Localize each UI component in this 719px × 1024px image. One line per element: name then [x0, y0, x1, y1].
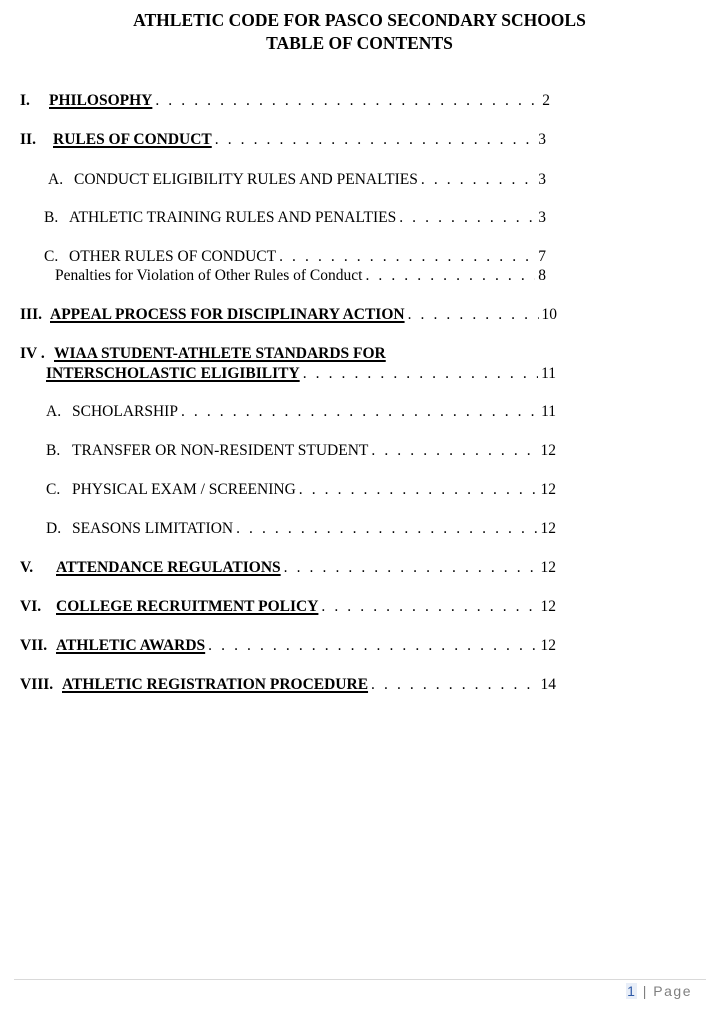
toc-entry-number: C.	[44, 248, 59, 265]
toc-entry-label-line2: INTERSCHOLASTIC ELIGIBILITY	[46, 365, 300, 382]
toc-entry-page: 7	[538, 248, 546, 265]
toc-entry-viii[interactable]	[20, 676, 556, 694]
toc-entry-number: B.	[44, 209, 59, 226]
toc-entry-page: 12	[540, 559, 556, 576]
toc-entry-ii-c-penalties[interactable]	[55, 267, 546, 285]
toc-entry-label: RULES OF CONDUCT	[53, 131, 212, 148]
toc-entry-page: 12	[540, 598, 556, 615]
toc-entry-label: PHILOSOPHY	[49, 92, 153, 109]
toc-entry-ii-b[interactable]	[44, 209, 546, 227]
toc-entry-number: VIII.	[20, 676, 54, 693]
toc-entry-label: ATHLETIC AWARDS	[56, 637, 206, 654]
toc-entry-number: IV .	[20, 345, 45, 362]
toc-heading: TABLE OF CONTENTS	[266, 33, 453, 53]
toc-entry-v[interactable]	[20, 559, 556, 577]
toc-entry-page: 11	[541, 365, 556, 382]
toc-entry-label: OTHER RULES OF CONDUCT	[69, 248, 277, 265]
toc-entry-label: ATHLETIC REGISTRATION PROCEDURE	[62, 676, 369, 693]
toc-entry-label: PHYSICAL EXAM / SCREENING	[72, 481, 296, 498]
toc-entry-number: A.	[46, 403, 62, 420]
toc-entry-page: 12	[540, 481, 556, 498]
toc-entry-vii[interactable]	[20, 637, 556, 655]
toc-entry-ii-a[interactable]	[48, 171, 546, 189]
toc-entry-iv-d[interactable]	[46, 520, 556, 538]
toc-entry-label: TRANSFER OR NON-RESIDENT STUDENT	[72, 442, 369, 459]
toc-entry-number: VII.	[20, 637, 48, 654]
toc-entry-number: D.	[46, 520, 62, 537]
toc-entry-number: C.	[46, 481, 61, 498]
toc-entry-label: SEASONS LIMITATION	[72, 520, 234, 537]
toc-entry-label: COLLEGE RECRUITMENT POLICY	[56, 598, 319, 615]
toc-entry-page: 8	[538, 267, 546, 284]
toc-entry-page: 12	[540, 520, 556, 537]
toc-entry-number: V.	[20, 559, 34, 576]
toc-entry-vi[interactable]	[20, 598, 556, 616]
toc-entry-page: 3	[538, 209, 546, 226]
toc-entry-label: APPEAL PROCESS FOR DISCIPLINARY ACTION	[50, 306, 405, 323]
toc-entry-number: III.	[20, 306, 42, 323]
toc-entry-number: I.	[20, 92, 30, 109]
toc-entry-label: SCHOLARSHIP	[72, 403, 178, 420]
toc-entry-page: 12	[540, 442, 556, 459]
toc-entry-iv-c[interactable]	[46, 481, 556, 499]
toc-entry-label-line1: WIAA STUDENT-ATHLETE STANDARDS FOR	[54, 345, 386, 362]
toc-entry-page: 3	[538, 131, 546, 148]
toc-entry-number: B.	[46, 442, 61, 459]
toc-entry-iv-b[interactable]	[46, 442, 556, 460]
toc-entry-iv-line2[interactable]	[46, 365, 556, 383]
toc-entry-iv-a[interactable]	[46, 403, 556, 421]
toc-entry-iv[interactable]	[20, 345, 386, 363]
toc-entry-iii[interactable]	[20, 306, 557, 324]
toc-entry-page: 11	[541, 403, 556, 420]
footer-divider	[14, 979, 706, 980]
toc-entry-i[interactable]	[20, 92, 550, 110]
toc-entry-ii-c[interactable]	[44, 248, 546, 266]
toc-entry-number: II.	[20, 131, 36, 148]
toc-entry-page: 2	[542, 92, 550, 109]
toc-entry-page: 3	[538, 171, 546, 188]
page-number: 1	[627, 983, 637, 999]
page-label: | Page	[642, 983, 692, 999]
toc-entry-label: CONDUCT ELIGIBILITY RULES AND PENALTIES	[74, 171, 418, 188]
document-title: ATHLETIC CODE FOR PASCO SECONDARY SCHOOLS	[133, 10, 586, 30]
toc-entry-page: 12	[540, 637, 556, 654]
toc-entry-label: ATTENDANCE REGULATIONS	[56, 559, 281, 576]
toc-entry-page: 10	[541, 306, 557, 323]
toc-entry-label: ATHLETIC TRAINING RULES AND PENALTIES	[69, 209, 397, 226]
toc-entry-number: A.	[48, 171, 64, 188]
toc-entry-ii[interactable]	[20, 131, 546, 149]
toc-entry-page: 14	[540, 676, 556, 693]
toc-entry-number: VI.	[20, 598, 42, 615]
page-footer	[626, 983, 692, 999]
toc-entry-label: Penalties for Violation of Other Rules of Conduct	[55, 267, 363, 284]
